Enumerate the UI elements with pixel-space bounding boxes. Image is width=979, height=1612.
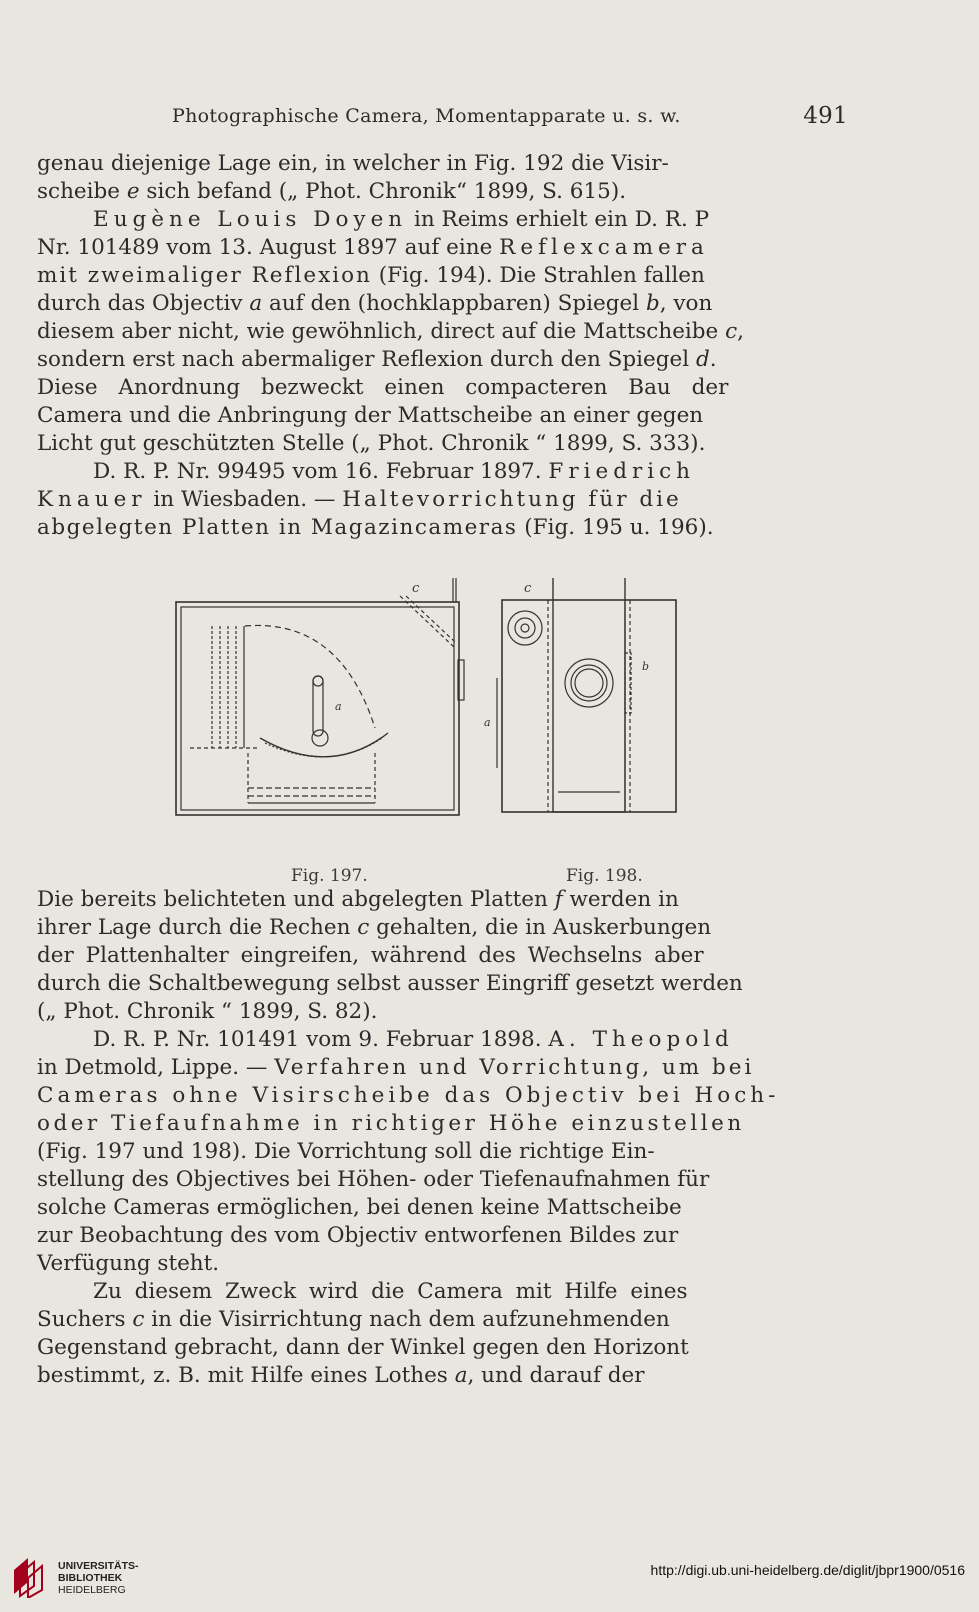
fig-198-label-a: a bbox=[484, 716, 491, 729]
fig-198-label-b: b bbox=[642, 660, 650, 673]
text-line: sondern erst nach abermaliger Reflexion durch den Spiegel d. bbox=[37, 347, 717, 372]
text-line: stellung des Objectives bei Höhen- oder Tiefenaufnahmen für bbox=[37, 1167, 710, 1192]
text-line: mit zweimaliger Reflexion (Fig. 194). Die Strahlen fallen bbox=[37, 263, 705, 288]
page-header bbox=[168, 103, 848, 133]
text-line: Gegenstand gebracht, dann der Winkel gegen den Horizont bbox=[37, 1335, 689, 1360]
page-number: 491 bbox=[803, 103, 848, 129]
text-line: Eugène Louis Doyen in Reims erhielt ein D. R. P bbox=[93, 207, 710, 232]
running-title: Photographische Camera, Momentapparate u. s. w. bbox=[172, 105, 681, 127]
text-line: Licht gut geschützten Stelle („ Phot. Chronik “ 1899, S. 333). bbox=[37, 431, 706, 456]
text-line: (Fig. 197 und 198). Die Vorrichtung soll die richtige Ein- bbox=[37, 1139, 655, 1164]
text-line: Nr. 101489 vom 13. August 1897 auf eine Reflexcamera bbox=[37, 235, 709, 260]
text-line: Die bereits belichteten und abgelegten Platten f werden in bbox=[37, 887, 679, 912]
text-line: diesem aber nicht, wie gewöhnlich, direct auf die Mattscheibe c, bbox=[37, 319, 745, 344]
fig-197-label-c: c bbox=[412, 581, 420, 596]
heidelberg-library-logo-icon bbox=[10, 1554, 50, 1598]
text-line: Suchers c in die Visirrichtung nach dem aufzunehmenden bbox=[37, 1307, 670, 1332]
fig-197-caption: Fig. 197. bbox=[291, 866, 368, 886]
fig-198-drawing bbox=[497, 578, 676, 812]
digitization-footer bbox=[0, 1540, 979, 1612]
text-line: D. R. P. Nr. 99495 vom 16. Februar 1897. Friedrich bbox=[93, 459, 696, 484]
text-line: in Detmold, Lippe. — Verfahren und Vorrichtung, um bei bbox=[37, 1055, 755, 1080]
text-line: bestimmt, z. B. mit Hilfe eines Lothes a, und darauf der bbox=[37, 1363, 645, 1388]
text-line: der Plattenhalter eingreifen, während des Wechselns aber bbox=[37, 943, 704, 968]
text-line: durch das Objectiv a auf den (hochklappbaren) Spiegel b, von bbox=[37, 291, 713, 316]
paragraph-block-1 bbox=[37, 150, 842, 542]
source-url-link[interactable]: http://digi.ub.uni-heidelberg.de/diglit/jbpr1900/0516 bbox=[650, 1562, 965, 1578]
fig-197-drawing bbox=[176, 578, 464, 815]
text-line: ihrer Lage durch die Rechen c gehalten, die in Auskerbungen bbox=[37, 915, 712, 940]
text-line: solche Cameras ermöglichen, bei denen keine Mattscheibe bbox=[37, 1195, 682, 1220]
text-line: zur Beobachtung des vom Objectiv entworfenen Bildes zur bbox=[37, 1223, 679, 1248]
fig-197-label-a: a bbox=[335, 700, 342, 713]
text-line: abgelegten Platten in Magazincameras (Fig. 195 u. 196). bbox=[37, 515, 714, 540]
library-name: UNIVERSITÄTS- BIBLIOTHEK HEIDELBERG bbox=[58, 1560, 139, 1596]
text-line: durch die Schaltbewegung selbst ausser Eingriff gesetzt werden bbox=[37, 971, 743, 996]
text-line: Diese Anordnung bezweckt einen compacteren Bau der bbox=[37, 375, 729, 400]
fig-198-caption: Fig. 198. bbox=[566, 866, 643, 886]
text-line: genau diejenige Lage ein, in welcher in Fig. 192 die Visir- bbox=[37, 151, 669, 176]
text-line: oder Tiefaufnahme in richtiger Höhe einzustellen bbox=[37, 1111, 745, 1136]
text-line: D. R. P. Nr. 101491 vom 9. Februar 1898. A. Theopold bbox=[93, 1027, 734, 1052]
text-line: Knauer in Wiesbaden. — Haltevorrichtung für die bbox=[37, 487, 682, 512]
text-line: scheibe e sich befand („ Phot. Chronik“ 1899, S. 615). bbox=[37, 179, 627, 204]
fig-198-label-c: c bbox=[524, 581, 532, 596]
text-line: Cameras ohne Visirscheibe das Objectiv bei Hoch- bbox=[37, 1083, 780, 1108]
paragraph-block-2 bbox=[37, 886, 842, 1390]
text-line: („ Phot. Chronik “ 1899, S. 82). bbox=[37, 999, 378, 1024]
text-line: Camera und die Anbringung der Mattscheibe an einer gegen bbox=[37, 403, 704, 428]
text-line: Zu diesem Zweck wird die Camera mit Hilfe eines bbox=[93, 1279, 688, 1304]
text-line: Verfügung steht. bbox=[37, 1251, 220, 1276]
figures-197-198 bbox=[170, 578, 710, 853]
